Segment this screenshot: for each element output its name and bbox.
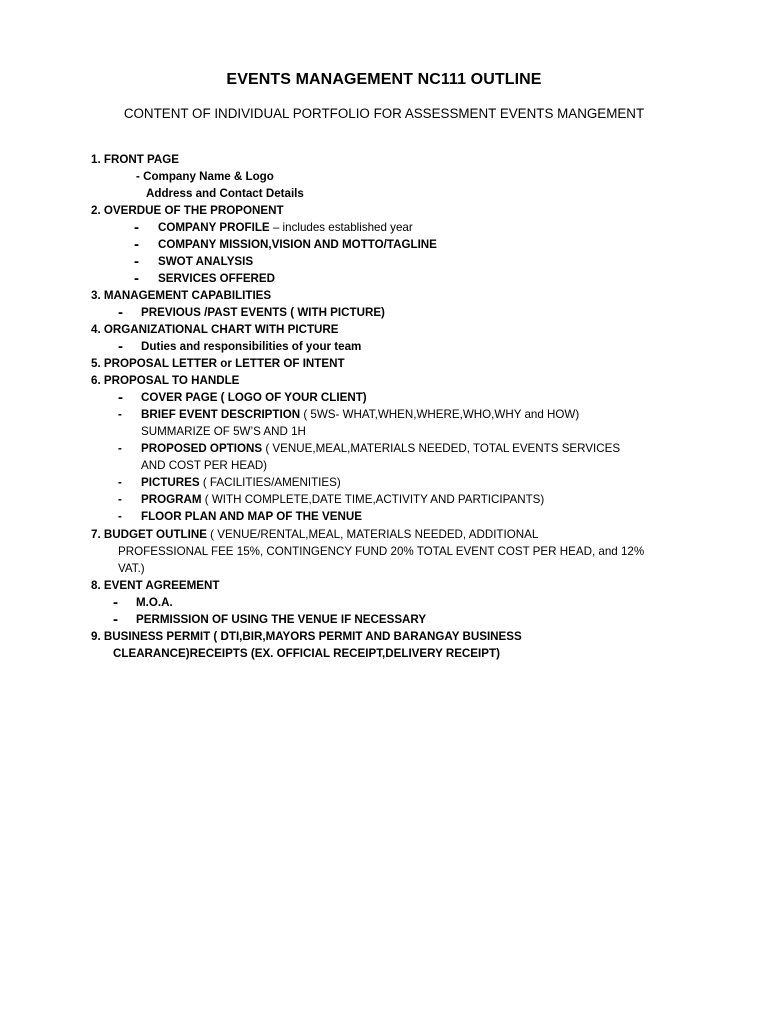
bullet-dash: - (134, 270, 139, 287)
section-4-item-duties: Duties and responsibilities of your team (141, 340, 362, 353)
document-subtitle: CONTENT OF INDIVIDUAL PORTFOLIO FOR ASSESSMENT EVENTS MANGEMENT (123, 106, 645, 121)
section-3-heading: 3. MANAGEMENT CAPABILITIES (91, 289, 272, 302)
section-6-item-program (141, 491, 544, 508)
section-8-item-moa: M.O.A. (136, 596, 173, 609)
section-7-line-3: VAT.) (118, 562, 145, 575)
item-bold-text: PROGRAM (141, 493, 202, 506)
section-1-item-company-name: - Company Name & Logo (136, 170, 274, 183)
bullet-dash: - (113, 594, 118, 611)
bullet-dash: - (118, 510, 122, 523)
section-6-item-proposed-options-cont: AND COST PER HEAD) (141, 459, 268, 472)
item-bold-text: BRIEF EVENT DESCRIPTION (141, 408, 301, 421)
section-2-item-mission: COMPANY MISSION,VISION AND MOTTO/TAGLINE (158, 238, 437, 251)
section-8-heading: 8. EVENT AGREEMENT (91, 579, 220, 592)
bullet-dash: - (118, 408, 122, 421)
item-plain-text: – includes established year (269, 221, 413, 234)
section-2-item-company-profile (158, 219, 413, 236)
item-plain-text: ( VENUE/RENTAL,MEAL, MATERIALS NEEDED, ADDITIONAL (206, 528, 539, 541)
section-2-item-services: SERVICES OFFERED (158, 272, 276, 285)
section-9-heading: 9. BUSINESS PERMIT ( DTI,BIR,MAYORS PERMIT AND BARANGAY BUSINESS (91, 630, 522, 643)
document-title: EVENTS MANAGEMENT NC111 OUTLINE (226, 71, 542, 88)
section-4-heading: 4. ORGANIZATIONAL CHART WITH PICTURE (91, 323, 339, 336)
bullet-dash: - (134, 219, 139, 236)
bullet-dash: - (118, 493, 122, 506)
section-6-item-cover-page: COVER PAGE ( LOGO OF YOUR CLIENT) (141, 391, 367, 404)
section-6-item-brief-description-cont: SUMMARIZE OF 5W’S AND 1H (141, 425, 306, 438)
section-6-item-proposed-options (141, 440, 620, 457)
bullet-dash: - (118, 442, 122, 455)
bullet-dash: - (113, 611, 118, 628)
item-bold-text: PROPOSED OPTIONS (141, 442, 263, 455)
section-6-item-brief-description (141, 406, 579, 423)
section-1-heading: 1. FRONT PAGE (91, 153, 180, 166)
item-plain-text: ( 5WS- WHAT,WHEN,WHERE,WHO,WHY and HOW) (300, 408, 580, 421)
section-6-item-floor-plan: FLOOR PLAN AND MAP OF THE VENUE (141, 510, 362, 523)
section-9-line-2: CLEARANCE)RECEIPTS (EX. OFFICIAL RECEIPT,DELIVERY RECEIPT) (113, 647, 500, 660)
section-2-heading: 2. OVERDUE OF THE PROPONENT (91, 204, 284, 217)
item-plain-text: ( VENUE,MEAL,MATERIALS NEEDED, TOTAL EVENTS SERVICES (262, 442, 621, 455)
bullet-dash: - (118, 389, 123, 406)
bullet-dash: - (118, 304, 123, 321)
bullet-dash: - (134, 236, 139, 253)
section-7-line-2: PROFESSIONAL FEE 15%, CONTINGENCY FUND 20% TOTAL EVENT COST PER HEAD, and 12% (118, 545, 645, 558)
section-3-item-past-events: PREVIOUS /PAST EVENTS ( WITH PICTURE) (141, 306, 385, 319)
section-6-item-pictures (141, 474, 341, 491)
section-1-item-address: Address and Contact Details (146, 187, 304, 200)
section-7-heading (91, 526, 538, 543)
item-plain-text: ( WITH COMPLETE,DATE TIME,ACTIVITY AND PARTICIPANTS) (201, 493, 545, 506)
section-8-item-permission: PERMISSION OF USING THE VENUE IF NECESSARY (136, 613, 427, 626)
section-2-item-swot: SWOT ANALYSIS (158, 255, 254, 268)
item-bold-text: COMPANY PROFILE (158, 221, 270, 234)
bullet-dash: - (134, 253, 139, 270)
bullet-dash: - (118, 338, 123, 355)
bullet-dash: - (118, 476, 122, 489)
section-5-heading: 5. PROPOSAL LETTER or LETTER OF INTENT (91, 357, 345, 370)
item-bold-text: 7. BUDGET OUTLINE (91, 528, 207, 541)
item-bold-text: PICTURES (141, 476, 200, 489)
item-plain-text: ( FACILITIES/AMENITIES) (199, 476, 341, 489)
section-6-heading: 6. PROPOSAL TO HANDLE (91, 374, 240, 387)
